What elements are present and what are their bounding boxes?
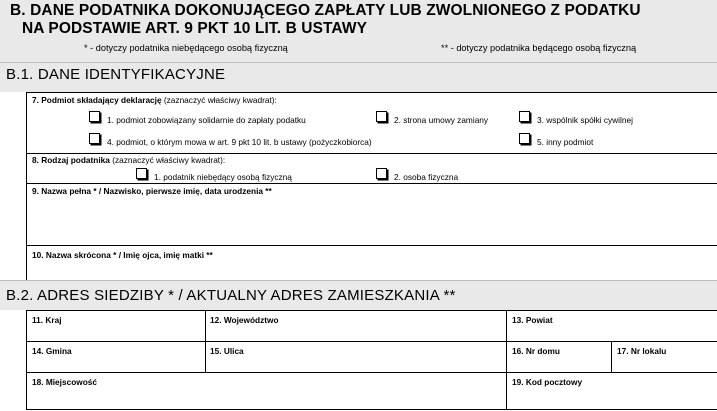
field-19-label: 19. Kod pocztowy	[512, 377, 583, 387]
field-13-powiat[interactable]	[506, 310, 717, 342]
field-11-label: 11. Kraj	[32, 315, 62, 325]
field-15-ulica[interactable]	[205, 341, 507, 373]
field-7-label: 7. Podmiot składający deklarację (zaznaczyć właściwy kwadrat):	[32, 95, 277, 105]
section-b-title-line1: B. DANE PODATNIKA DOKONUJĄCEGO ZAPŁATY LUB ZWOLNIONEGO Z PODATKU	[10, 2, 641, 19]
section-b1-divider	[0, 62, 717, 63]
field-7-option-5-checkbox[interactable]	[519, 133, 530, 144]
field-9-nazwa-pelna[interactable]	[26, 183, 717, 246]
section-b1-title: B.1. DANE IDENTYFIKACYJNE	[6, 66, 226, 83]
field-8-label: 8. Rodzaj podatnika (zaznaczyć właściwy kwadrat):	[32, 155, 226, 165]
section-b2-divider	[0, 280, 717, 281]
field-7-option-4-label: 4. podmiot, o którym mowa w art. 9 pkt 10 lit. b ustawy (pożyczkobiorca)	[107, 137, 372, 147]
field-15-label: 15. Ulica	[210, 346, 244, 356]
note-natural-person: ** - dotyczy podatnika będącego osobą fizyczną	[441, 43, 637, 53]
field-7-option-1-checkbox[interactable]	[89, 111, 100, 122]
section-b-title-line2: NA PODSTAWIE ART. 9 PKT 10 LIT. B USTAWY	[22, 20, 368, 37]
field-7-podmiot	[26, 92, 717, 154]
field-7-option-2-checkbox[interactable]	[376, 111, 387, 122]
field-8-option-1-label: 1. podatnik niebędący osobą fizyczną	[154, 172, 292, 182]
field-7-option-1-label: 1. podmiot zobowiązany solidarnie do zapłaty podatku	[107, 115, 306, 125]
section-b2-title: B.2. ADRES SIEDZIBY * / AKTUALNY ADRES ZAMIESZKANIA **	[6, 287, 456, 304]
field-9-label: 9. Nazwa pełna * / Nazwisko, pierwsze imię, data urodzenia **	[32, 186, 272, 196]
field-12-label: 12. Województwo	[210, 315, 279, 325]
field-19-kod-pocztowy[interactable]	[506, 372, 717, 410]
field-12-wojewodztwo[interactable]	[205, 310, 507, 342]
field-16-label: 16. Nr domu	[512, 346, 560, 356]
field-17-nr-lokalu[interactable]	[611, 341, 717, 373]
field-11-kraj[interactable]	[26, 310, 206, 342]
note-non-natural-person: * - dotyczy podatnika niebędącego osobą fizyczną	[84, 43, 288, 53]
field-8-option-2-label: 2. osoba fizyczna	[394, 172, 459, 182]
field-8-rodzaj-podatnika	[26, 153, 717, 184]
field-7-option-2-label: 2. strona umowy zamiany	[394, 115, 489, 125]
field-7-option-3-label: 3. wspólnik spółki cywilnej	[537, 115, 633, 125]
field-18-label: 18. Miejscowość	[32, 377, 98, 387]
field-14-label: 14. Gmina	[32, 346, 72, 356]
field-16-nr-domu[interactable]	[506, 341, 612, 373]
field-8-option-2-checkbox[interactable]	[376, 168, 387, 179]
field-7-option-4-checkbox[interactable]	[89, 133, 100, 144]
field-18-miejscowosc[interactable]	[26, 372, 507, 410]
field-7-option-5-label: 5. inny podmiot	[537, 137, 594, 147]
field-7-option-3-checkbox[interactable]	[519, 111, 530, 122]
field-8-option-1-checkbox[interactable]	[136, 168, 147, 179]
field-13-label: 13. Powiat	[512, 315, 553, 325]
field-14-gmina[interactable]	[26, 341, 206, 373]
field-10-label: 10. Nazwa skrócona * / Imię ojca, imię matki **	[32, 250, 213, 260]
field-10-nazwa-skrocona[interactable]	[26, 245, 717, 281]
field-17-label: 17. Nr lokalu	[617, 346, 667, 356]
